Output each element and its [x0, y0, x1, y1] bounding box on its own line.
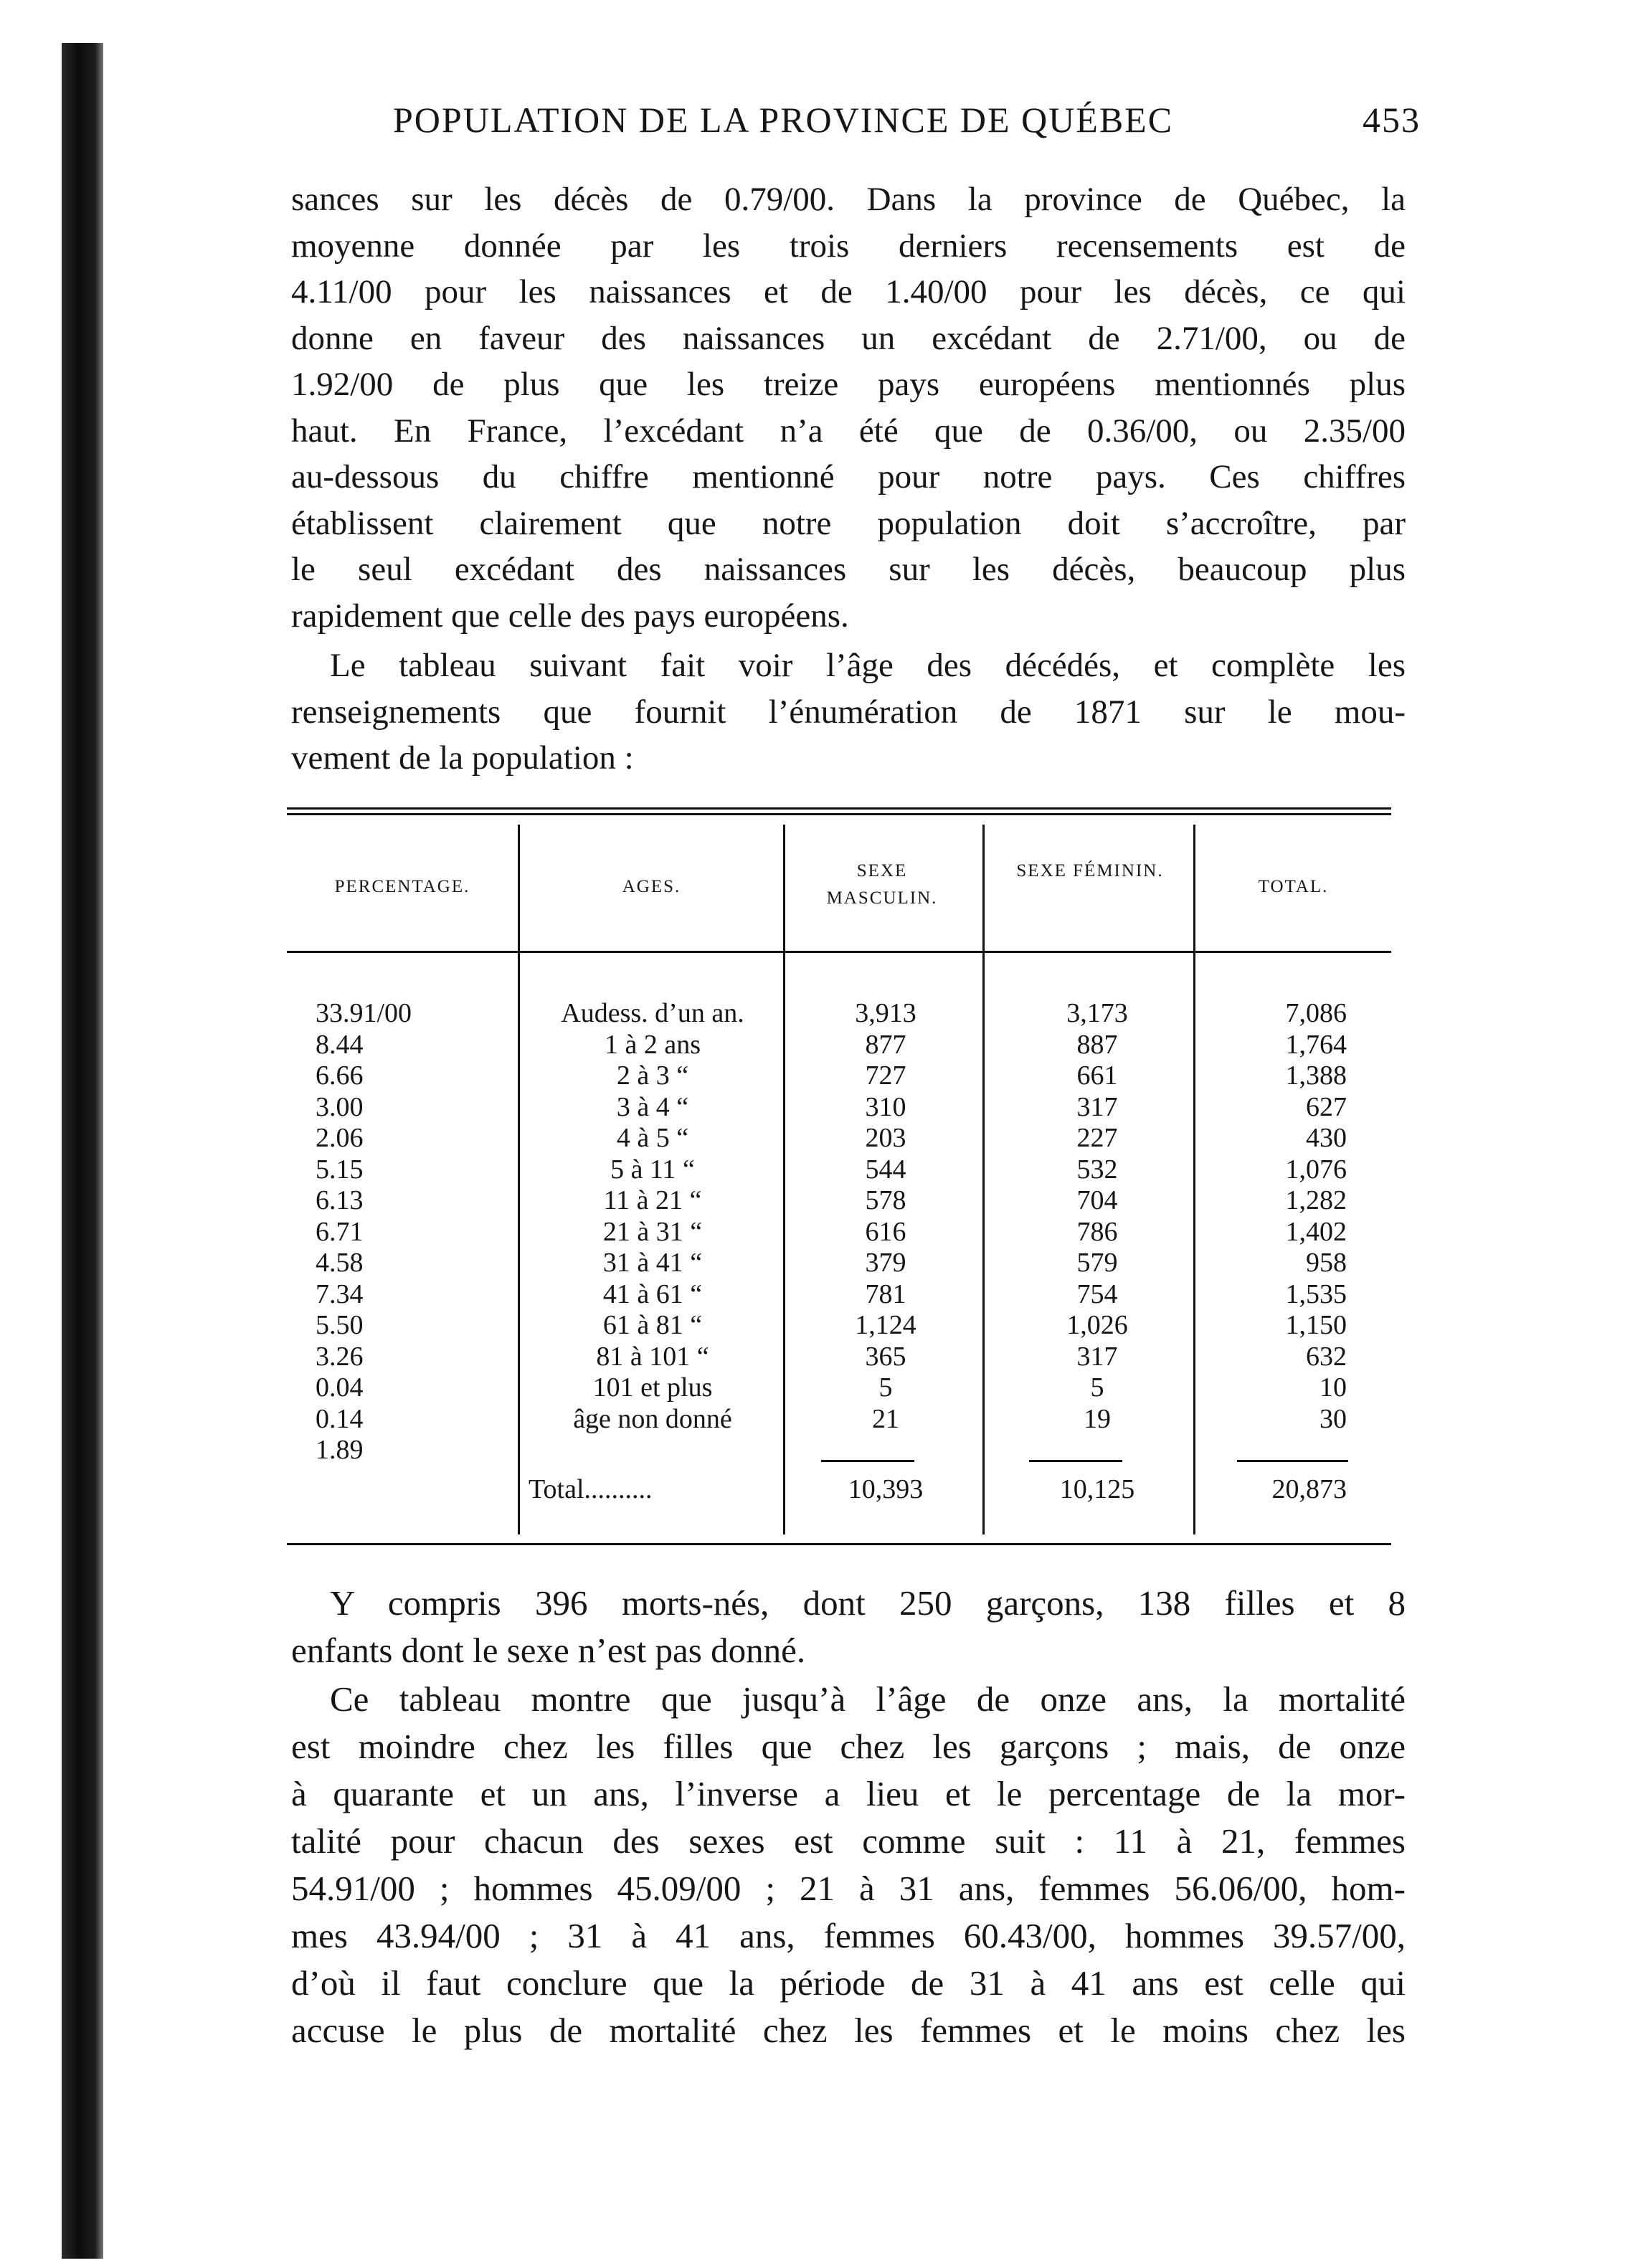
table-cell-male: 310 — [865, 1091, 906, 1122]
table-cell-male: 5 — [878, 1372, 893, 1403]
totals-label: Total.......... — [529, 1474, 653, 1504]
table-cell-pct: 2.06 — [316, 1123, 364, 1153]
header-total: TOTAL. — [1258, 877, 1329, 896]
paragraph-stillborn-note — [291, 1580, 1406, 1674]
paragraph-table-intro — [291, 642, 1406, 782]
table-cell-total: 1,402 — [1285, 1216, 1347, 1247]
table-cell-age: 41 à 61 “ — [602, 1278, 703, 1309]
text-line: Le tableau suivant fait voir l’âge des décédés, et complète les — [330, 647, 1406, 684]
text-line: renseignements que fournit l’énumération de 1871 sur le mou- — [291, 693, 1406, 731]
text-line: le seul excédant des naissances sur les décès, beaucoup plus — [291, 551, 1406, 588]
table-cell-male: 578 — [865, 1185, 906, 1215]
text-line: vement de la population : — [291, 739, 634, 777]
table-cell-female: 532 — [1076, 1154, 1118, 1185]
header-male: SEXE MASCULIN. — [826, 861, 938, 908]
column-female — [1004, 998, 1190, 1466]
table-cell-pct: 33.91/00 — [316, 998, 412, 1028]
table-cell-total: 1,076 — [1285, 1154, 1347, 1185]
table-cell-total: 30 — [1320, 1403, 1347, 1434]
table-cell-pct: 6.71 — [316, 1216, 364, 1247]
totals-female: 10,125 — [1059, 1474, 1135, 1504]
totals-total: 20,873 — [1271, 1474, 1347, 1504]
table-cell-pct: 0.14 — [316, 1403, 364, 1434]
table-cell-female: 3,173 — [1066, 998, 1128, 1028]
table-cell-female: 661 — [1076, 1061, 1118, 1091]
table-cell-age: 3 à 4 “ — [616, 1091, 689, 1122]
text-line: accuse le plus de mortalité chez les femmes et le moins chez les — [291, 2011, 1406, 2050]
table-cell-total: 1,764 — [1285, 1029, 1347, 1060]
text-line: donne en faveur des naissances un excédant de 2.71/00, ou de — [291, 319, 1406, 357]
table-cell-total: 632 — [1306, 1341, 1347, 1372]
table-cell-male: 877 — [865, 1029, 906, 1060]
table-cell-male: 3,913 — [855, 998, 916, 1028]
text-line: est moindre chez les filles que chez les garçons ; mais, de onze — [291, 1727, 1406, 1766]
book-binding-edge — [62, 43, 103, 2259]
column-divider — [982, 825, 985, 1534]
table-cell-pct: 3.00 — [316, 1091, 364, 1122]
text-line: Y compris 396 morts-nés, dont 250 garçons, 138 filles et 8 — [330, 1583, 1406, 1623]
table-cell-pct: 8.44 — [316, 1029, 364, 1060]
table-cell-male: 781 — [865, 1278, 906, 1309]
table-cell-age: 61 à 81 “ — [602, 1310, 703, 1340]
table-cell-age: âge non donné — [573, 1403, 732, 1434]
table-cell-male: 616 — [865, 1216, 906, 1247]
table-cell-pct: 7.34 — [316, 1278, 364, 1309]
table-cell-pct: 6.13 — [316, 1185, 364, 1215]
table-top-rule — [287, 807, 1391, 810]
text-line: 4.11/00 pour les naissances et de 1.40/00 pour les décès, ce qui — [291, 273, 1406, 310]
text-line: moyenne donnée par les trois derniers recensements est de — [291, 227, 1406, 265]
table-cell-age: 4 à 5 “ — [616, 1123, 689, 1153]
table-cell-total: 10 — [1320, 1372, 1347, 1403]
table-cell-total: 1,535 — [1285, 1278, 1347, 1309]
table-cell-female: 754 — [1076, 1278, 1118, 1309]
table-cell-age: 1 à 2 ans — [604, 1029, 701, 1060]
table-cell-total: 1,150 — [1285, 1310, 1347, 1340]
table-cell-male: 365 — [865, 1341, 906, 1372]
running-header — [393, 99, 1469, 156]
text-line: à quarante et un ans, l’inverse a lieu et le percentage de la mor- — [291, 1774, 1406, 1813]
column-divider — [783, 825, 785, 1534]
text-line: 54.91/00 ; hommes 45.09/00 ; 21 à 31 ans, femmes 56.06/00, hom- — [291, 1869, 1406, 1908]
table-cell-female: 579 — [1076, 1248, 1118, 1278]
text-line: rapidement que celle des pays européens. — [291, 597, 849, 635]
column-male — [789, 998, 982, 1466]
text-line: Ce tableau montre que jusqu’à l’âge de onze ans, la mortalité — [330, 1679, 1406, 1719]
column-divider — [1193, 825, 1195, 1534]
totals-male: 10,393 — [848, 1474, 924, 1504]
table-cell-female: 887 — [1076, 1029, 1118, 1060]
table-cell-pct: 5.50 — [316, 1310, 364, 1340]
page-number: 453 — [1363, 100, 1421, 140]
table-cell-male: 1,124 — [855, 1310, 916, 1340]
table-cell-female: 1,026 — [1066, 1310, 1128, 1340]
table-cell-age — [527, 1435, 778, 1466]
table-cell-age: 101 et plus — [592, 1372, 713, 1403]
table-cell-pct: 3.26 — [316, 1341, 364, 1372]
table-cell-female: 19 — [1084, 1403, 1111, 1434]
table-cell-age: 81 à 101 “ — [596, 1341, 709, 1372]
text-line: 1.92/00 de plus que les treize pays européens mentionnés plus — [291, 366, 1406, 403]
table-cell-female: 704 — [1076, 1185, 1118, 1215]
table-cell-pct: 4.58 — [316, 1248, 364, 1278]
table-cell-male: 21 — [872, 1403, 899, 1434]
table-cell-total: 627 — [1306, 1091, 1347, 1122]
sum-rule-total — [1237, 1460, 1348, 1462]
table-cell-female: 317 — [1076, 1091, 1118, 1122]
text-line: haut. En France, l’excédant n’a été que de 0.36/00, ou 2.35/00 — [291, 412, 1406, 450]
running-title: POPULATION DE LA PROVINCE DE QUÉBEC — [393, 100, 1174, 140]
sum-rule-female — [1029, 1460, 1122, 1462]
table-cell-pct: 0.04 — [316, 1372, 364, 1403]
table-cell-total: 7,086 — [1285, 998, 1347, 1028]
table-cell-pct: 6.66 — [316, 1061, 364, 1091]
table-cell-male: 379 — [865, 1248, 906, 1278]
table-cell-age: 11 à 21 “ — [603, 1185, 702, 1215]
paragraph-birth-death-ratio — [291, 176, 1406, 639]
text-line: établissent clairement que notre population doit s’accroître, par — [291, 504, 1406, 542]
table-cell-age: 2 à 3 “ — [616, 1061, 689, 1091]
table-cell-female: 5 — [1090, 1372, 1104, 1403]
paragraph-mortality-analysis — [291, 1676, 1406, 2054]
header-percentage: PERCENTAGE. — [334, 877, 470, 896]
header-female: SEXE FÉMININ. — [1016, 861, 1164, 881]
column-percentage — [316, 998, 473, 1466]
text-line: au-dessous du chiffre mentionné pour notre pays. Ces chiffres — [291, 458, 1406, 495]
table-cell-pct: 1.89 — [316, 1435, 364, 1465]
table-bottom-rule — [287, 1543, 1391, 1545]
column-ages — [527, 998, 778, 1466]
table-cell-female: 786 — [1076, 1216, 1118, 1247]
table-cell-male: 727 — [865, 1061, 906, 1091]
table-header-rule — [287, 951, 1391, 953]
table-top-rule-double — [287, 813, 1391, 815]
column-total — [1212, 998, 1347, 1466]
column-divider — [518, 825, 520, 1534]
text-line: mes 43.94/00 ; 31 à 41 ans, femmes 60.43/00, hommes 39.57/00, — [291, 1916, 1406, 1955]
table-cell-total: 958 — [1306, 1248, 1347, 1278]
table-cell-age: 5 à 11 “ — [610, 1154, 695, 1185]
table-cell-age: Audess. d’un an. — [561, 998, 744, 1028]
text-line: d’où il faut conclure que la période de 31 à 41 ans est celle qui — [291, 1963, 1406, 2003]
table-cell-pct: 5.15 — [316, 1154, 364, 1185]
text-line: enfants dont le sexe n’est pas donné. — [291, 1631, 806, 1670]
table-cell-total: 430 — [1306, 1123, 1347, 1153]
header-ages: AGES. — [622, 877, 681, 896]
text-line: sances sur les décès de 0.79/00. Dans la province de Québec, la — [291, 181, 1406, 218]
table-cell-male: 544 — [865, 1154, 906, 1185]
table-cell-female: 317 — [1076, 1341, 1118, 1372]
sum-rule-male — [821, 1460, 914, 1462]
table-cell-female: 227 — [1076, 1123, 1118, 1153]
table-cell-age: 31 à 41 “ — [602, 1248, 703, 1278]
table-cell-total: 1,388 — [1285, 1061, 1347, 1091]
table-cell-total: 1,282 — [1285, 1185, 1347, 1215]
text-line: talité pour chacun des sexes est comme suit : 11 à 21, femmes — [291, 1821, 1406, 1861]
table-cell-male: 203 — [865, 1123, 906, 1153]
table-cell-age: 21 à 31 “ — [602, 1216, 703, 1247]
